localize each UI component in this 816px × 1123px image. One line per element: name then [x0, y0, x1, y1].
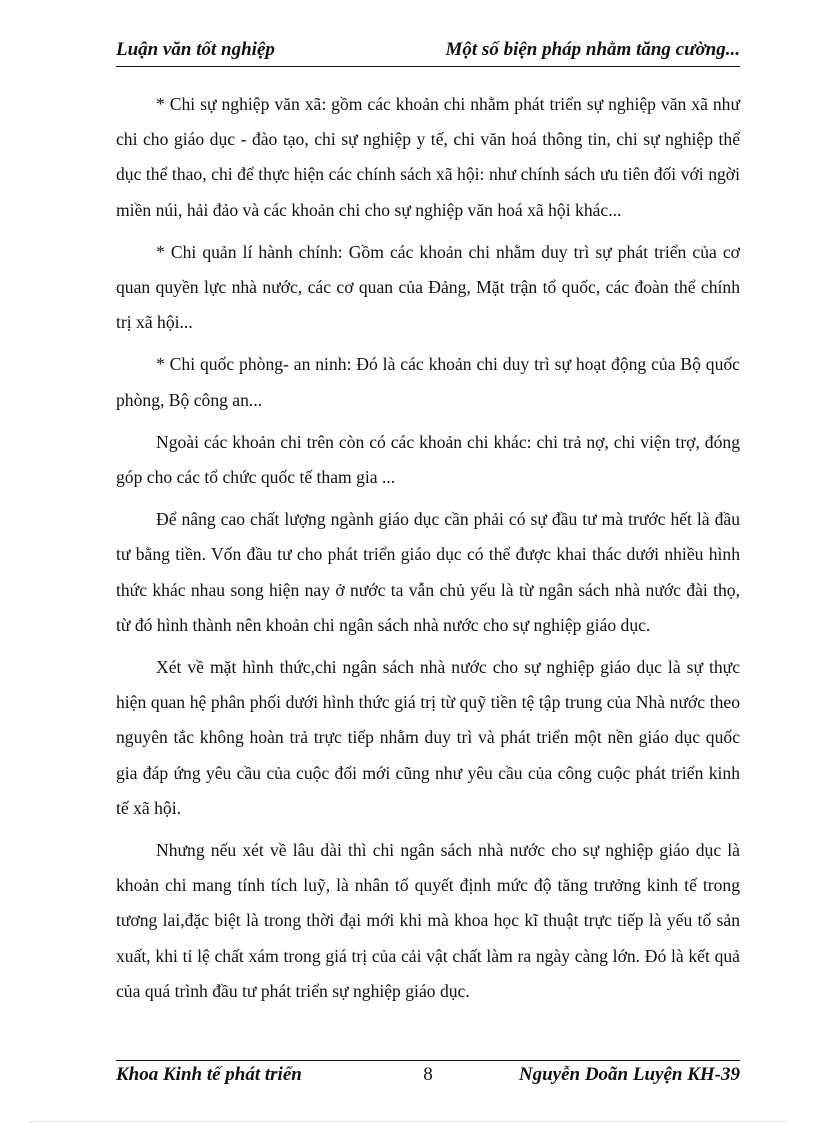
paragraph-social-spending: * Chi sự nghiệp văn xã: gồm các khoản chi nhằm phát triển sự nghiệp văn xã như chi cho giáo dục - đào tạo, chi sự nghiệp y tế, chi văn hoá thông tin, chi sự nghiệp thể dục thể thao, chi để thực hiện các chính sách xã hội: như chính sách ưu tiên đối với ngời miền núi, hải đảo và các khoản chi cho sự nghiệp văn hoá xã hội khác... [116, 94, 740, 220]
footer-author: Nguyễn Doãn Luyện KH-39 [518, 1064, 740, 1085]
paragraph-other-spending: Ngoài các khoản chi trên còn có các khoản chi khác: chi trả nợ, chi viện trợ, đóng góp cho các tổ chức quốc tế tham gia ... [116, 431, 740, 488]
page-footer [116, 1060, 740, 1093]
paragraph-defense-spending: * Chi quốc phòng- an ninh: Đó là các khoản chi duy trì sự hoạt động của Bộ quốc phòng, Bộ công an... [116, 354, 740, 410]
paragraph-long-term-view: Nhưng nếu xét về lâu dài thì chi ngân sách nhà nước cho sự nghiệp giáo dục là khoản chi mang tính tích luỹ, là nhân tố quyết định mức độ tăng trưởng kinh tế trong tương lai,đặc biệt là trong thời đại mới khi mà khoa học kĩ thuật trực tiếp là yếu tố sản xuất, khi tỉ lệ chất xám trong giá trị của cải vật chất làm ra ngày càng lớn. Đó là kết quả của quá trình đầu tư phát triển sự nghiệp giáo dục. [116, 840, 740, 1001]
paragraph-form-of-spending: Xét về mặt hình thức,chi ngân sách nhà nước cho sự nghiệp giáo dục là sự thực hiện quan hệ phân phối dưới hình thức giá trị từ quỹ tiền tệ tập trung của Nhà nước theo nguyên tắc không hoàn trả trực tiếp nhằm duy trì và phát triển một nền giáo dục quốc gia đáp ứng yêu cầu của cuộc đổi mới cũng như yêu cầu của công cuộc phát triển kinh tế xã hội. [116, 657, 740, 818]
paragraph-administrative-spending: * Chi quản lí hành chính: Gồm các khoản chi nhằm duy trì sự phát triển của cơ quan quyền lực nhà nước, các cơ quan của Đảng, Mặt trận tổ quốc, các đoàn thể chính trị xã hội... [116, 241, 740, 333]
header-title: Một số biện pháp nhằm tăng cường... [445, 39, 740, 60]
header-thesis-label: Luận văn tốt nghiệp [116, 39, 275, 60]
footer-faculty: Khoa Kinh tế phát triển [116, 1064, 302, 1085]
page-edge-divider [30, 1121, 786, 1122]
page-number: 8 [423, 1064, 433, 1085]
document-body [116, 87, 740, 1016]
page-header [116, 36, 740, 67]
paragraph-education-investment: Để nâng cao chất lượng ngành giáo dục cần phải có sự đầu tư mà trước hết là đầu tư bằng tiền. Vốn đầu tư cho phát triển giáo dục có thể được khai thác dưới nhiều hình thức khác nhau song hiện nay ở nước ta vẫn chủ yếu là từ ngân sách nhà nước đài thọ, từ đó hình thành nên khoản chi ngân sách nhà nước cho sự nghiệp giáo dục. [116, 509, 740, 635]
